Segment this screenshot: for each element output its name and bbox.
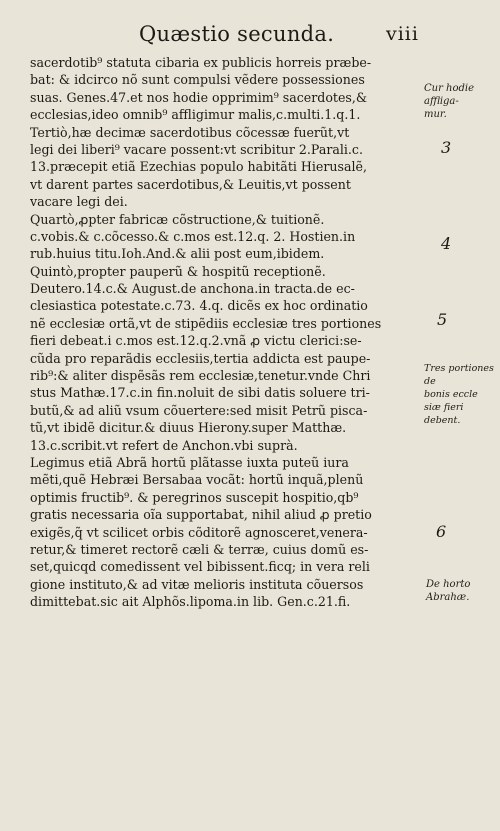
running-header [0, 22, 500, 50]
text-line: Quintò,propter pauperũ & hospitũ receptionẽ. [30, 263, 326, 279]
text-line: ecclesias,ideo omnib⁹ affligimur malis,c.multi.1.q.1. [30, 107, 361, 123]
text-line: bat: & idcirco nõ sunt compulsi vẽdere possessiones [30, 72, 365, 88]
text-line: sacerdotib⁹ statuta cibaria ex publicis horreis præbe- [30, 55, 372, 70]
text-line: mẽti,quẽ Hebræi Bersabaa vocãt: hortũ inquã,plenũ [30, 472, 364, 488]
text-line: Legimus etiã Abrã hortũ plãtasse iuxta puteũ iura [30, 454, 349, 470]
text-line: dimittebat.sic ait Alphõs.lipoma.in lib. Gen.c.21.fi. [30, 594, 351, 610]
margin-note-line: De horto [426, 579, 471, 590]
text-line: vt darent partes sacerdotibus,& Leuitis,vt possent [30, 176, 351, 192]
margin-note-line: debent. [424, 415, 461, 426]
margin-note-line: Cur hodie [424, 83, 475, 94]
text-line: tũ,vt ibidẽ dicitur.& diuus Hierony.super Matthæ. [30, 420, 347, 436]
text-line: Deutero.14.c.& August.de anchona.in tracta.de ec- [30, 281, 355, 297]
text-line: 13.c.scribit.vt refert de Anchon.vbi suprà. [30, 437, 298, 453]
margin-note-line: mur. [424, 109, 447, 120]
running-title: Quæstio secunda. [139, 22, 335, 46]
text-line: 13.præcepit etiã Ezechias populo habitãti Hierusalẽ, [30, 159, 367, 175]
text-line: retur,& timeret rectorẽ cæli & terræ, cuius domũ es- [30, 541, 369, 557]
text-line: suas. Genes.47.et nos hodie opprimim⁹ sacerdotes,& [30, 89, 368, 105]
margin-note-line: Abrahæ. [426, 592, 470, 603]
text-line: exigẽs,q̃ vt scilicet orbis cõditorẽ agnosceret,venera- [30, 524, 368, 540]
margin-number-5: 5 [437, 310, 448, 329]
margin-note-1 [424, 82, 474, 121]
text-line: optimis fructib⁹. & peregrinos suscepit hospitio,qb⁹ [30, 489, 359, 505]
main-text-block [30, 54, 420, 611]
text-line: c.vobis.& c.cõcesso.& c.mos est.12.q. 2. Hostien.in [30, 228, 356, 244]
text-line: rib⁹:& aliter dispẽsãs rem ecclesiæ,tenetur.vnde Chri [30, 368, 371, 384]
text-line: Tertiò,hæ decimæ sacerdotibus cõcessæ fuerũt,vt [30, 124, 350, 140]
text-line: stus Mathæ.17.c.in fin.noluit de sibi datis soluere tri- [30, 385, 370, 401]
margin-note-3 [426, 578, 470, 604]
text-line: nẽ ecclesiæ ortã,vt de stipẽdiis ecclesiæ tres portiones [30, 315, 382, 331]
margin-note-line: Tres portiones de [424, 363, 494, 387]
text-line: fieri debeat.i c.mos est.12.q.2.vnã ꝓ victu clerici:se- [30, 333, 362, 349]
margin-number-4: 4 [441, 234, 452, 253]
text-line: legi dei liberi⁹ vacare possent:vt scribitur 2.Parali.c. [30, 141, 363, 157]
margin-note-line: siæ fieri [424, 402, 464, 413]
margin-note-line: affliga- [424, 96, 459, 107]
text-line: cũda pro reparãdis ecclesiis,tertia addicta est paupe- [30, 350, 371, 366]
text-line: vacare legi dei. [30, 194, 128, 210]
text-line: set,quicqd comedissent vel bibissent.ficq; in vera reli [30, 559, 370, 575]
margin-number-3: 3 [441, 138, 452, 157]
folio-number: viii [386, 23, 419, 45]
text-line: rub.huius titu.Ioh.And.& alii post eum,ibidem. [30, 246, 325, 262]
text-line: clesiastica potestate.c.73. 4.q. dicẽs ex hoc ordinatio [30, 298, 368, 314]
text-line: gratis necessaria oĩa supportabat, nihil aliud ꝓ pretio [30, 507, 372, 523]
margin-number-6: 6 [436, 522, 447, 541]
text-line: Quartò,ꝓpter fabricæ cõstructione,& tuitionẽ. [30, 211, 325, 227]
text-line: butũ,& ad aliũ vsum cõuertere:sed misit Petrũ pisca- [30, 402, 368, 418]
text-line: gione instituto,& ad vitæ melioris instituta cõuersos [30, 576, 364, 592]
margin-note-line: bonis eccle [424, 389, 478, 400]
margin-note-2 [424, 362, 498, 427]
